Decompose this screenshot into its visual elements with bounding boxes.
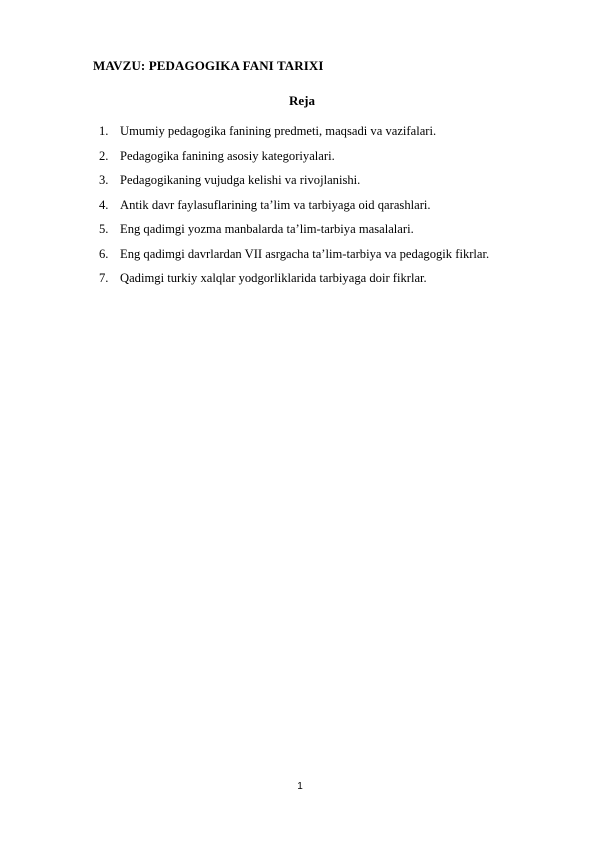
plan-item-number: 4. (99, 197, 109, 212)
plan-item-text: Eng qadimgi davrlardan VII asrgacha ta’lim-tarbiya va pedagogik fikrlar. (120, 246, 490, 261)
plan-item-number: 7. (99, 271, 109, 285)
plan-item-text: Qadimgi turkiy xalqlar yodgorliklarida tarbiyaga doir fikrlar. (120, 271, 427, 285)
plan-item-number: 6. (99, 246, 109, 261)
plan-item-text: Pedagogika fanining asosiy kategoriyalari. (120, 148, 335, 163)
plan-item-text: Pedagogikaning vujudga kelishi va rivojlanishi. (120, 173, 361, 187)
plan-list (99, 124, 489, 296)
plan-list-item (99, 173, 489, 198)
plan-item-number: 3. (99, 173, 109, 187)
plan-list-item (99, 247, 489, 272)
plan-list-item (99, 124, 489, 149)
plan-item-number: 1. (99, 124, 109, 138)
page-number: 1 (297, 781, 303, 792)
document-title: MAVZU: PEDAGOGIKA FANI TARIXI (93, 58, 324, 73)
plan-item-text: Umumiy pedagogika fanining predmeti, maqsadi va vazifalari. (120, 124, 437, 138)
plan-list-item (99, 149, 489, 174)
plan-list-item (99, 222, 489, 247)
plan-heading: Reja (289, 93, 315, 108)
plan-item-number: 2. (99, 148, 109, 163)
plan-item-text: Antik davr faylasuflarining ta’lim va tarbiyaga oid qarashlari. (120, 197, 431, 212)
plan-list-item (99, 271, 489, 296)
plan-list-item (99, 198, 489, 223)
plan-item-number: 5. (99, 222, 109, 236)
plan-item-text: Eng qadimgi yozma manbalarda ta’lim-tarbiya masalalari. (120, 222, 414, 236)
